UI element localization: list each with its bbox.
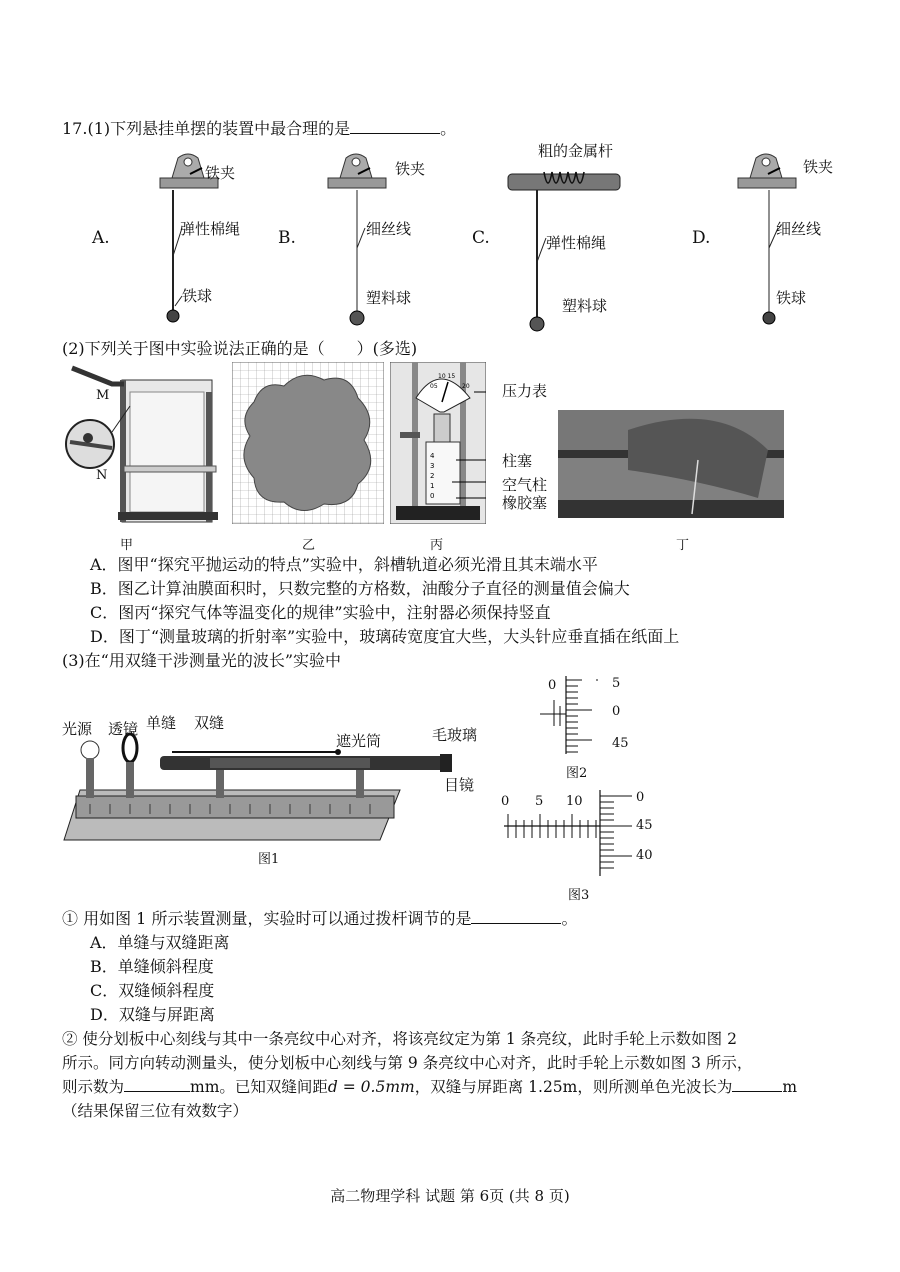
label-light-source: 光源 [62,720,93,738]
label-plunger: 柱塞 [502,452,533,470]
option3-a[interactable]: A．单缝与双缝距离 [90,933,230,952]
sub1-suffix: 。 [561,909,578,928]
answer-blank-2[interactable] [471,909,561,924]
caption-fig3: 图3 [568,888,590,903]
svg-text:2: 2 [430,472,435,480]
label-clamp-d: 铁夹 [803,158,834,176]
label-clamp-a: 铁夹 [205,164,236,182]
label-clamp-b: 铁夹 [395,160,426,178]
clamp-icon-d [738,154,796,188]
option2-d[interactable]: D．图丁“测量玻璃的折射率”实验中，玻璃砖宽度宜大些，大头针应垂直插在纸面上 [90,627,680,646]
fig3-drum-40: 40 [636,848,653,863]
figure-bing [390,362,486,524]
sub2-line3c: d = 0.5mm [327,1078,415,1096]
q17-part1-prefix: 17.(1)下列悬挂单摆的装置中最合理的是 [62,119,351,138]
caption-yi: 乙 [302,538,316,553]
caption-bing: 丙 [430,538,444,553]
q17-part3: (3)在“用双缝干涉测量光的波长”实验中 [62,651,342,670]
caption-jia: 甲 [120,538,134,553]
sub2-line1: ② 使分划板中心刻线与其中一条亮纹中心对齐，将该亮纹定为第 1 条亮纹，此时手轮上示数如图 2 [62,1030,737,1048]
sub1-prefix: ① 用如图 1 所示装置测量，实验时可以通过拨杆调节的是 [62,909,472,928]
q17-part2: (2)下列关于图中实验说法正确的是（ ）(多选) [62,339,418,358]
label-ball-a: 铁球 [182,287,213,305]
metal-rod-icon-c [508,172,620,190]
fig3-main-10: 10 [566,794,583,809]
sub-question-1 [62,908,577,930]
label-m: M [96,388,110,403]
figure-ding [558,410,784,518]
fig3-drum-0: 0 [636,790,645,805]
label-ball-c: 塑料球 [562,297,608,315]
answer-blank-3[interactable] [124,1077,190,1092]
option-letter-a[interactable]: A. [92,228,110,248]
option3-c[interactable]: C．双缝倾斜程度 [90,981,215,1000]
label-string-c: 弹性棉绳 [546,234,607,252]
option-letter-d[interactable]: D. [692,228,711,248]
option2-b[interactable]: B．图乙计算油膜面积时，只数完整的方格数，油酸分子直径的测量值会偏大 [90,579,630,598]
ball-b [350,311,364,325]
option-letter-b[interactable]: B. [278,228,296,248]
label-lens: 透镜 [108,720,139,738]
sub2-line3e: m [782,1078,798,1096]
label-string-a: 弹性棉绳 [180,220,241,238]
label-frosted-glass: 毛玻璃 [432,726,478,744]
figure-yi [232,362,384,524]
clamp-icon-b [328,154,386,188]
ball-c [530,317,544,331]
option2-a[interactable]: A．图甲“探究平抛运动的特点”实验中，斜槽轨道必须光滑且其末端水平 [90,555,598,574]
option-letter-c[interactable]: C. [472,228,490,248]
label-eyepiece: 目镜 [444,776,475,794]
label-string-d: 细丝线 [776,220,822,238]
ball-a [167,310,179,322]
fig2-drum-0: 0 [612,704,621,719]
label-tube: 遮光筒 [336,732,382,750]
label-air-column: 空气柱 [502,476,548,494]
svg-text:3: 3 [430,462,435,470]
fig3-main-0: 0 [501,794,510,809]
option3-d[interactable]: D．双缝与屏距离 [90,1005,215,1024]
svg-text:4: 4 [430,452,435,460]
svg-text:0: 0 [430,492,435,500]
page-footer: 高二物理学科 试题 第 6页 (共 8 页) [330,1187,570,1205]
sub2-line4: （结果保留三位有效数字） [62,1102,249,1120]
sub2-line3d: ，双缝与屏距离 1.25m，则所测单色光波长为 [414,1078,733,1096]
label-string-b: 细丝线 [366,220,412,238]
fig2-drum-45: 45 [612,736,629,751]
ball-d [763,312,775,324]
label-single-slit: 单缝 [146,714,177,732]
fig2-main-zero: 0 [548,678,557,693]
label-n: N [96,468,108,483]
svg-text:20: 20 [462,383,470,390]
sub2-line3b: mm。已知双缝间距 [190,1078,328,1096]
answer-blank-4[interactable] [732,1077,782,1092]
figure-jia [64,362,226,524]
fig2-drum-5: 5 [612,676,621,691]
q17-part1 [62,118,456,140]
fig3-drum-45: 45 [636,818,653,833]
q17-part1-suffix: 。 [440,119,457,138]
label-ball-d: 铁球 [776,289,807,307]
fig3-main-5: 5 [535,794,544,809]
label-gauge: 压力表 [502,382,548,400]
figure-1-apparatus [60,720,480,850]
sub2-line3 [62,1076,797,1098]
sub2-line3a: 则示数为 [62,1078,125,1096]
label-rod-c: 粗的金属杆 [538,142,614,160]
sub2-line2: 所示。同方向转动测量头，使分划板中心刻线与第 9 条亮纹中心对齐，此时手轮上示数如图 3 所示， [62,1054,753,1072]
svg-text:10 15: 10 15 [438,373,456,380]
figure-3-micrometer [500,786,680,878]
caption-ding: 丁 [676,538,690,553]
option2-c[interactable]: C．图丙“探究气体等温变化的规律”实验中，注射器必须保持竖直 [90,603,551,622]
option3-b[interactable]: B．单缝倾斜程度 [90,957,214,976]
svg-text:1: 1 [430,482,435,490]
svg-text:05: 05 [430,383,438,390]
caption-fig2: 图2 [566,766,588,781]
label-ball-b: 塑料球 [366,289,412,307]
label-double-slit: 双缝 [194,714,225,732]
answer-blank-1[interactable] [350,119,440,134]
caption-fig1: 图1 [258,852,280,867]
label-rubber-stopper: 橡胶塞 [502,494,548,512]
